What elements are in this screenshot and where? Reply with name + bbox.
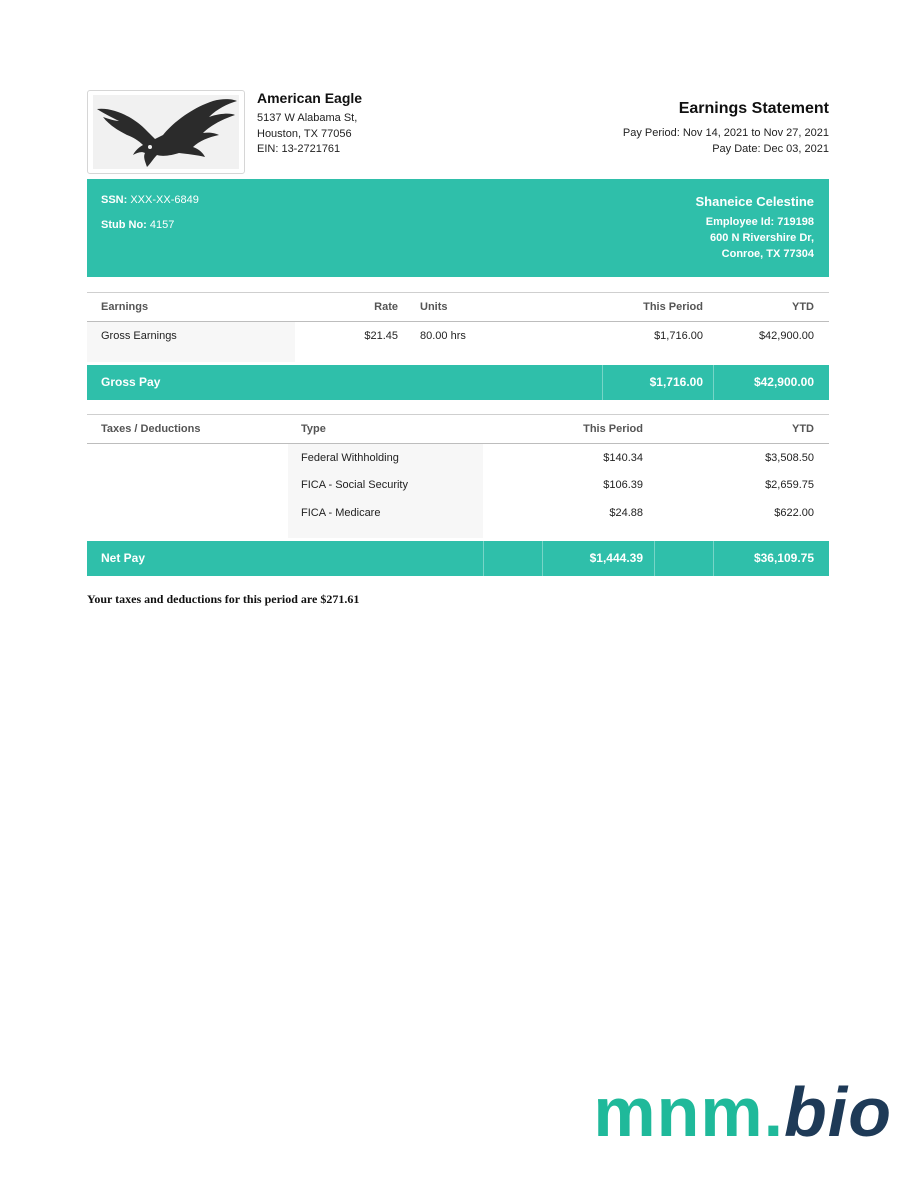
stub-number (101, 219, 174, 231)
earnings-header-rate: Rate (374, 301, 398, 313)
employee-id-label: Employee Id: (705, 216, 775, 228)
deduction-ytd: $622.00 (774, 507, 814, 519)
company-name: American Eagle (257, 90, 363, 106)
deductions-header-ytd: YTD (792, 423, 814, 435)
company-logo (87, 90, 245, 174)
employee-address-line1: 600 N Rivershire Dr, (710, 232, 814, 244)
stub-label: Stub No: (101, 219, 147, 231)
earnings-header-ytd: YTD (792, 301, 814, 313)
company-address-line2: Houston, TX 77056 (257, 128, 352, 140)
earnings-row-rate: $21.45 (364, 330, 398, 342)
earnings-row-name: Gross Earnings (101, 330, 177, 342)
deduction-ytd: $3,508.50 (765, 452, 814, 464)
deductions-summary: Your taxes and deductions for this period are $271.61 (87, 592, 360, 606)
watermark-part1: mnm. (593, 1073, 785, 1151)
ssn-label: SSN: (101, 194, 128, 206)
deduction-ytd: $2,659.75 (765, 479, 814, 491)
net-pay-divider (654, 541, 655, 576)
earnings-header-this-period: This Period (643, 301, 703, 313)
net-pay-divider (542, 541, 543, 576)
gross-pay-divider (602, 365, 603, 400)
net-pay-label: Net Pay (101, 551, 146, 565)
earnings-row-shade (87, 322, 295, 362)
earnings-top-rule (87, 292, 829, 293)
deductions-top-rule (87, 414, 829, 415)
net-pay-divider (713, 541, 714, 576)
pay-period: Pay Period: Nov 14, 2021 to Nov 27, 2021 (622, 127, 829, 139)
gross-pay-label: Gross Pay (101, 375, 161, 389)
watermark-part2: bio (784, 1073, 892, 1151)
deduction-type: FICA - Medicare (301, 507, 381, 519)
deduction-type: Federal Withholding (301, 452, 399, 464)
pay-date: Pay Date: Dec 03, 2021 (712, 143, 829, 155)
earnings-header-earnings: Earnings (101, 301, 149, 313)
net-pay-ytd: $36,109.75 (753, 551, 814, 565)
deductions-header-taxes: Taxes / Deductions (101, 423, 201, 435)
employee-name: Shaneice Celestine (695, 194, 814, 209)
eagle-logo-icon (93, 95, 239, 169)
earnings-row-this-period: $1,716.00 (654, 330, 703, 342)
net-pay-this-period: $1,444.39 (589, 551, 643, 565)
earnings-row-ytd: $42,900.00 (758, 330, 814, 342)
deduction-this-period: $140.34 (603, 452, 643, 464)
gross-pay-this-period: $1,716.00 (649, 375, 703, 389)
ssn (101, 194, 199, 206)
gross-pay-bar (87, 365, 829, 400)
deduction-this-period: $24.88 (609, 507, 643, 519)
company-ein: EIN: 13-2721761 (257, 143, 341, 155)
deduction-this-period: $106.39 (603, 479, 643, 491)
deduction-type: FICA - Social Security (301, 479, 408, 491)
earnings-row-units: 80.00 hrs (420, 330, 466, 342)
earnings-header-units: Units (420, 301, 448, 313)
statement-title: Earnings Statement (678, 100, 829, 117)
net-pay-divider (483, 541, 484, 576)
ssn-value: XXX-XX-6849 (130, 194, 199, 206)
deductions-header-this-period: This Period (583, 423, 643, 435)
gross-pay-ytd: $42,900.00 (753, 375, 814, 389)
employee-banner (87, 179, 829, 277)
stub-value: 4157 (149, 219, 175, 231)
gross-pay-divider (713, 365, 714, 400)
net-pay-bar (87, 541, 829, 576)
employee-id-value: 719198 (777, 216, 814, 228)
employee-id (706, 216, 814, 228)
employee-address-line2: Conroe, TX 77304 (721, 248, 814, 260)
watermark-logo (593, 1072, 892, 1152)
deductions-header-type: Type (301, 423, 326, 435)
company-address-line1: 5137 W Alabama St, (257, 112, 358, 124)
